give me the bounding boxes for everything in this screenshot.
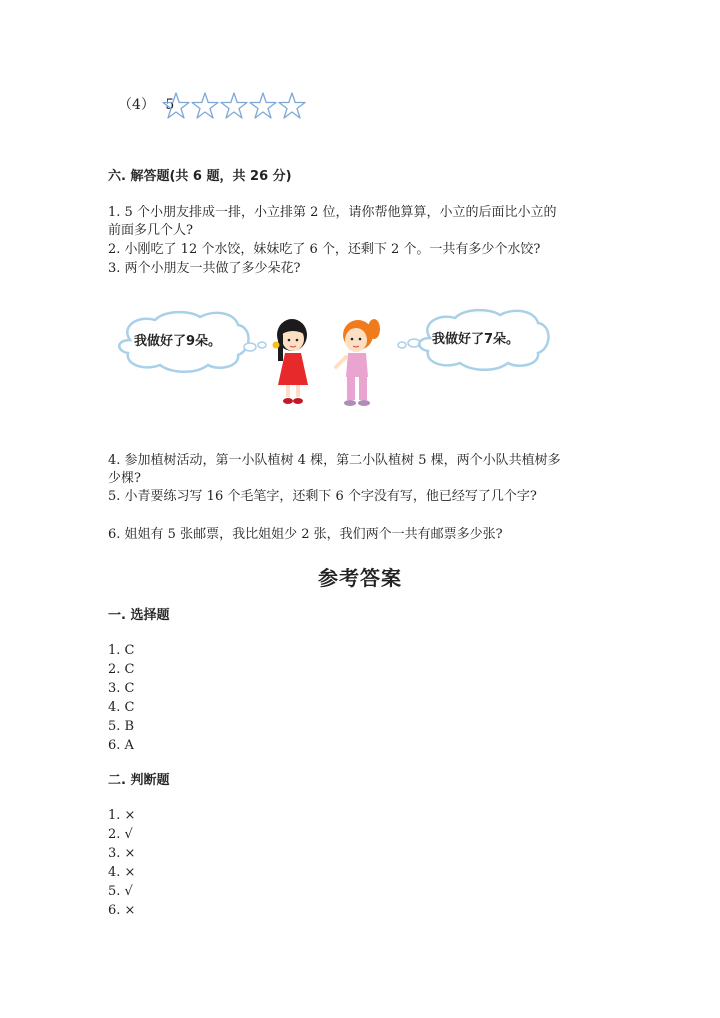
q4-line2: 少棵?: [108, 471, 141, 486]
part2-answer: 4. ×: [108, 865, 136, 880]
part1-answer: 5. B: [108, 719, 135, 734]
right-bubble-text: 我做好了7朵。: [432, 332, 520, 347]
q4-line1: 4. 参加植树活动，第一小队植树 4 棵，第二小队植树 5 棵，两个小队共植树多: [108, 453, 561, 468]
q4-number: 5: [165, 97, 175, 113]
right-thought-bubble: [398, 310, 549, 370]
star-icon: [221, 93, 247, 118]
part2-answer: 6. ×: [108, 903, 136, 918]
part1-answer: 4. C: [108, 700, 135, 715]
part1-answer: 3. C: [108, 681, 135, 696]
q2-text: 2. 小刚吃了 12 个水饺，妹妹吃了 6 个，还剩下 2 个。一共有多少个水饺?: [108, 242, 541, 257]
q5-text: 5. 小青要练习写 16 个毛笔字，还剩下 6 个字没有写，他已经写了几个字?: [108, 489, 537, 504]
part2-answer: 1. ×: [108, 808, 136, 823]
star-icon: [250, 93, 276, 118]
part1-answer: 1. C: [108, 643, 135, 658]
part2-answer: 5. √: [108, 884, 133, 899]
flowers-illustration: [110, 305, 560, 419]
part2-answer: 2. √: [108, 827, 133, 842]
stars-svg: [162, 90, 312, 124]
star-icon: [279, 93, 305, 118]
part2-heading: 二. 判断题: [108, 773, 170, 788]
star-icon: [192, 93, 218, 118]
part1-answer: 6. A: [108, 738, 134, 753]
q1-line2: 前面多几个人?: [108, 223, 193, 238]
q4-label: （4）: [118, 97, 155, 113]
star-row: [162, 90, 312, 128]
part1-answer: 2. C: [108, 662, 135, 677]
answers-title: 参考答案: [318, 566, 402, 590]
q3-text: 3. 两个小朋友一共做了多少朵花?: [108, 261, 301, 276]
girl-pink-outfit: [336, 319, 380, 406]
left-bubble-text: 我做好了9朵。: [134, 334, 222, 349]
q6-text: 6. 姐姐有 5 张邮票，我比姐姐少 2 张，我们两个一共有邮票多少张?: [108, 527, 503, 542]
star-icon: [163, 93, 189, 118]
illustration-svg: [110, 305, 560, 415]
section6-heading: 六. 解答题(共 6 题，共 26 分): [108, 169, 292, 184]
part2-answer: 3. ×: [108, 846, 136, 861]
q1-line1: 1. 5 个小朋友排成一排，小立排第 2 位，请你帮他算算，小立的后面比小立的: [108, 205, 557, 220]
girl-red-dress: [273, 319, 309, 404]
part1-heading: 一. 选择题: [108, 608, 170, 623]
left-thought-bubble: [119, 312, 266, 372]
